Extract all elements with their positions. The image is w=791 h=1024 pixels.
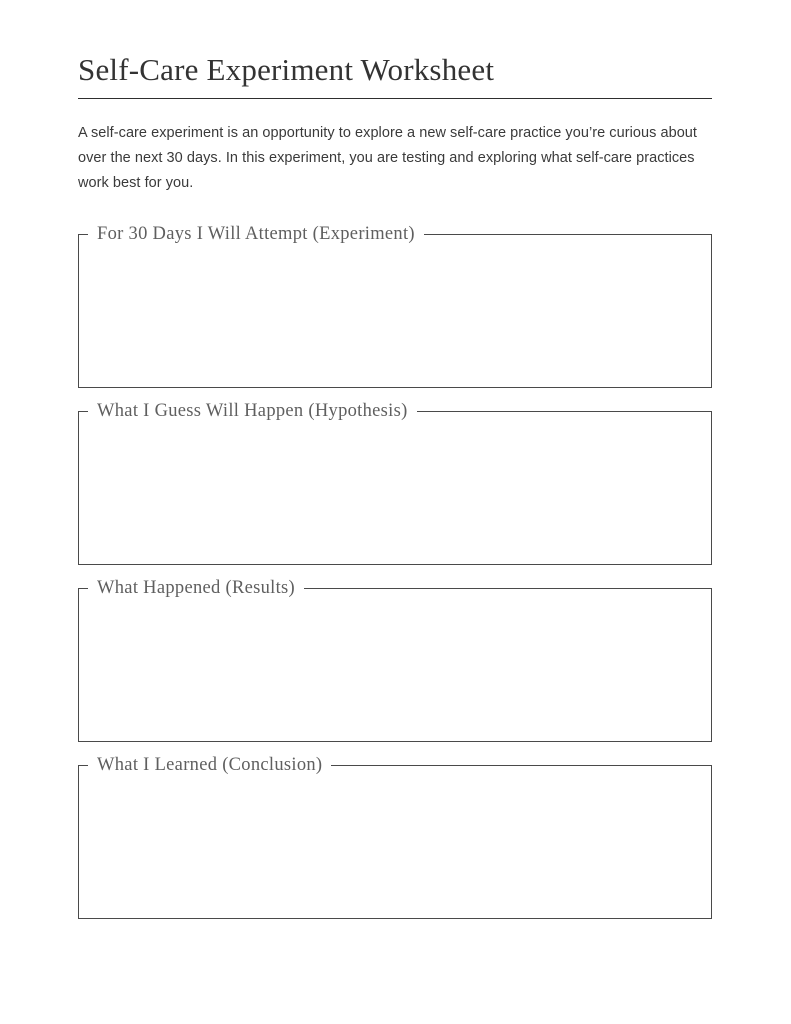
section-experiment-legend: For 30 Days I Will Attempt (Experiment) (97, 223, 415, 244)
section-results-legend: What Happened (Results) (97, 577, 296, 598)
section-experiment (78, 224, 712, 388)
section-conclusion (78, 755, 712, 919)
section-hypothesis-legend: What I Guess Will Happen (Hypothesis) (97, 400, 408, 421)
worksheet-sections (78, 224, 712, 919)
section-hypothesis-input[interactable] (79, 422, 711, 564)
page-title: Self-Care Experiment Worksheet (78, 52, 495, 87)
section-conclusion-input[interactable] (79, 776, 711, 918)
title-divider (78, 98, 712, 99)
intro-paragraph: A self-care experiment is an opportunity to explore a new self-care practice you’re curious about over the next 30 days. In this experiment, you are testing and exploring what self-care practices work best for you. (78, 124, 697, 191)
section-experiment-input[interactable] (79, 245, 711, 387)
section-results (78, 578, 712, 742)
section-conclusion-legend: What I Learned (Conclusion) (97, 754, 323, 775)
section-hypothesis (78, 401, 712, 565)
page-content (78, 52, 712, 919)
section-results-input[interactable] (79, 599, 711, 741)
